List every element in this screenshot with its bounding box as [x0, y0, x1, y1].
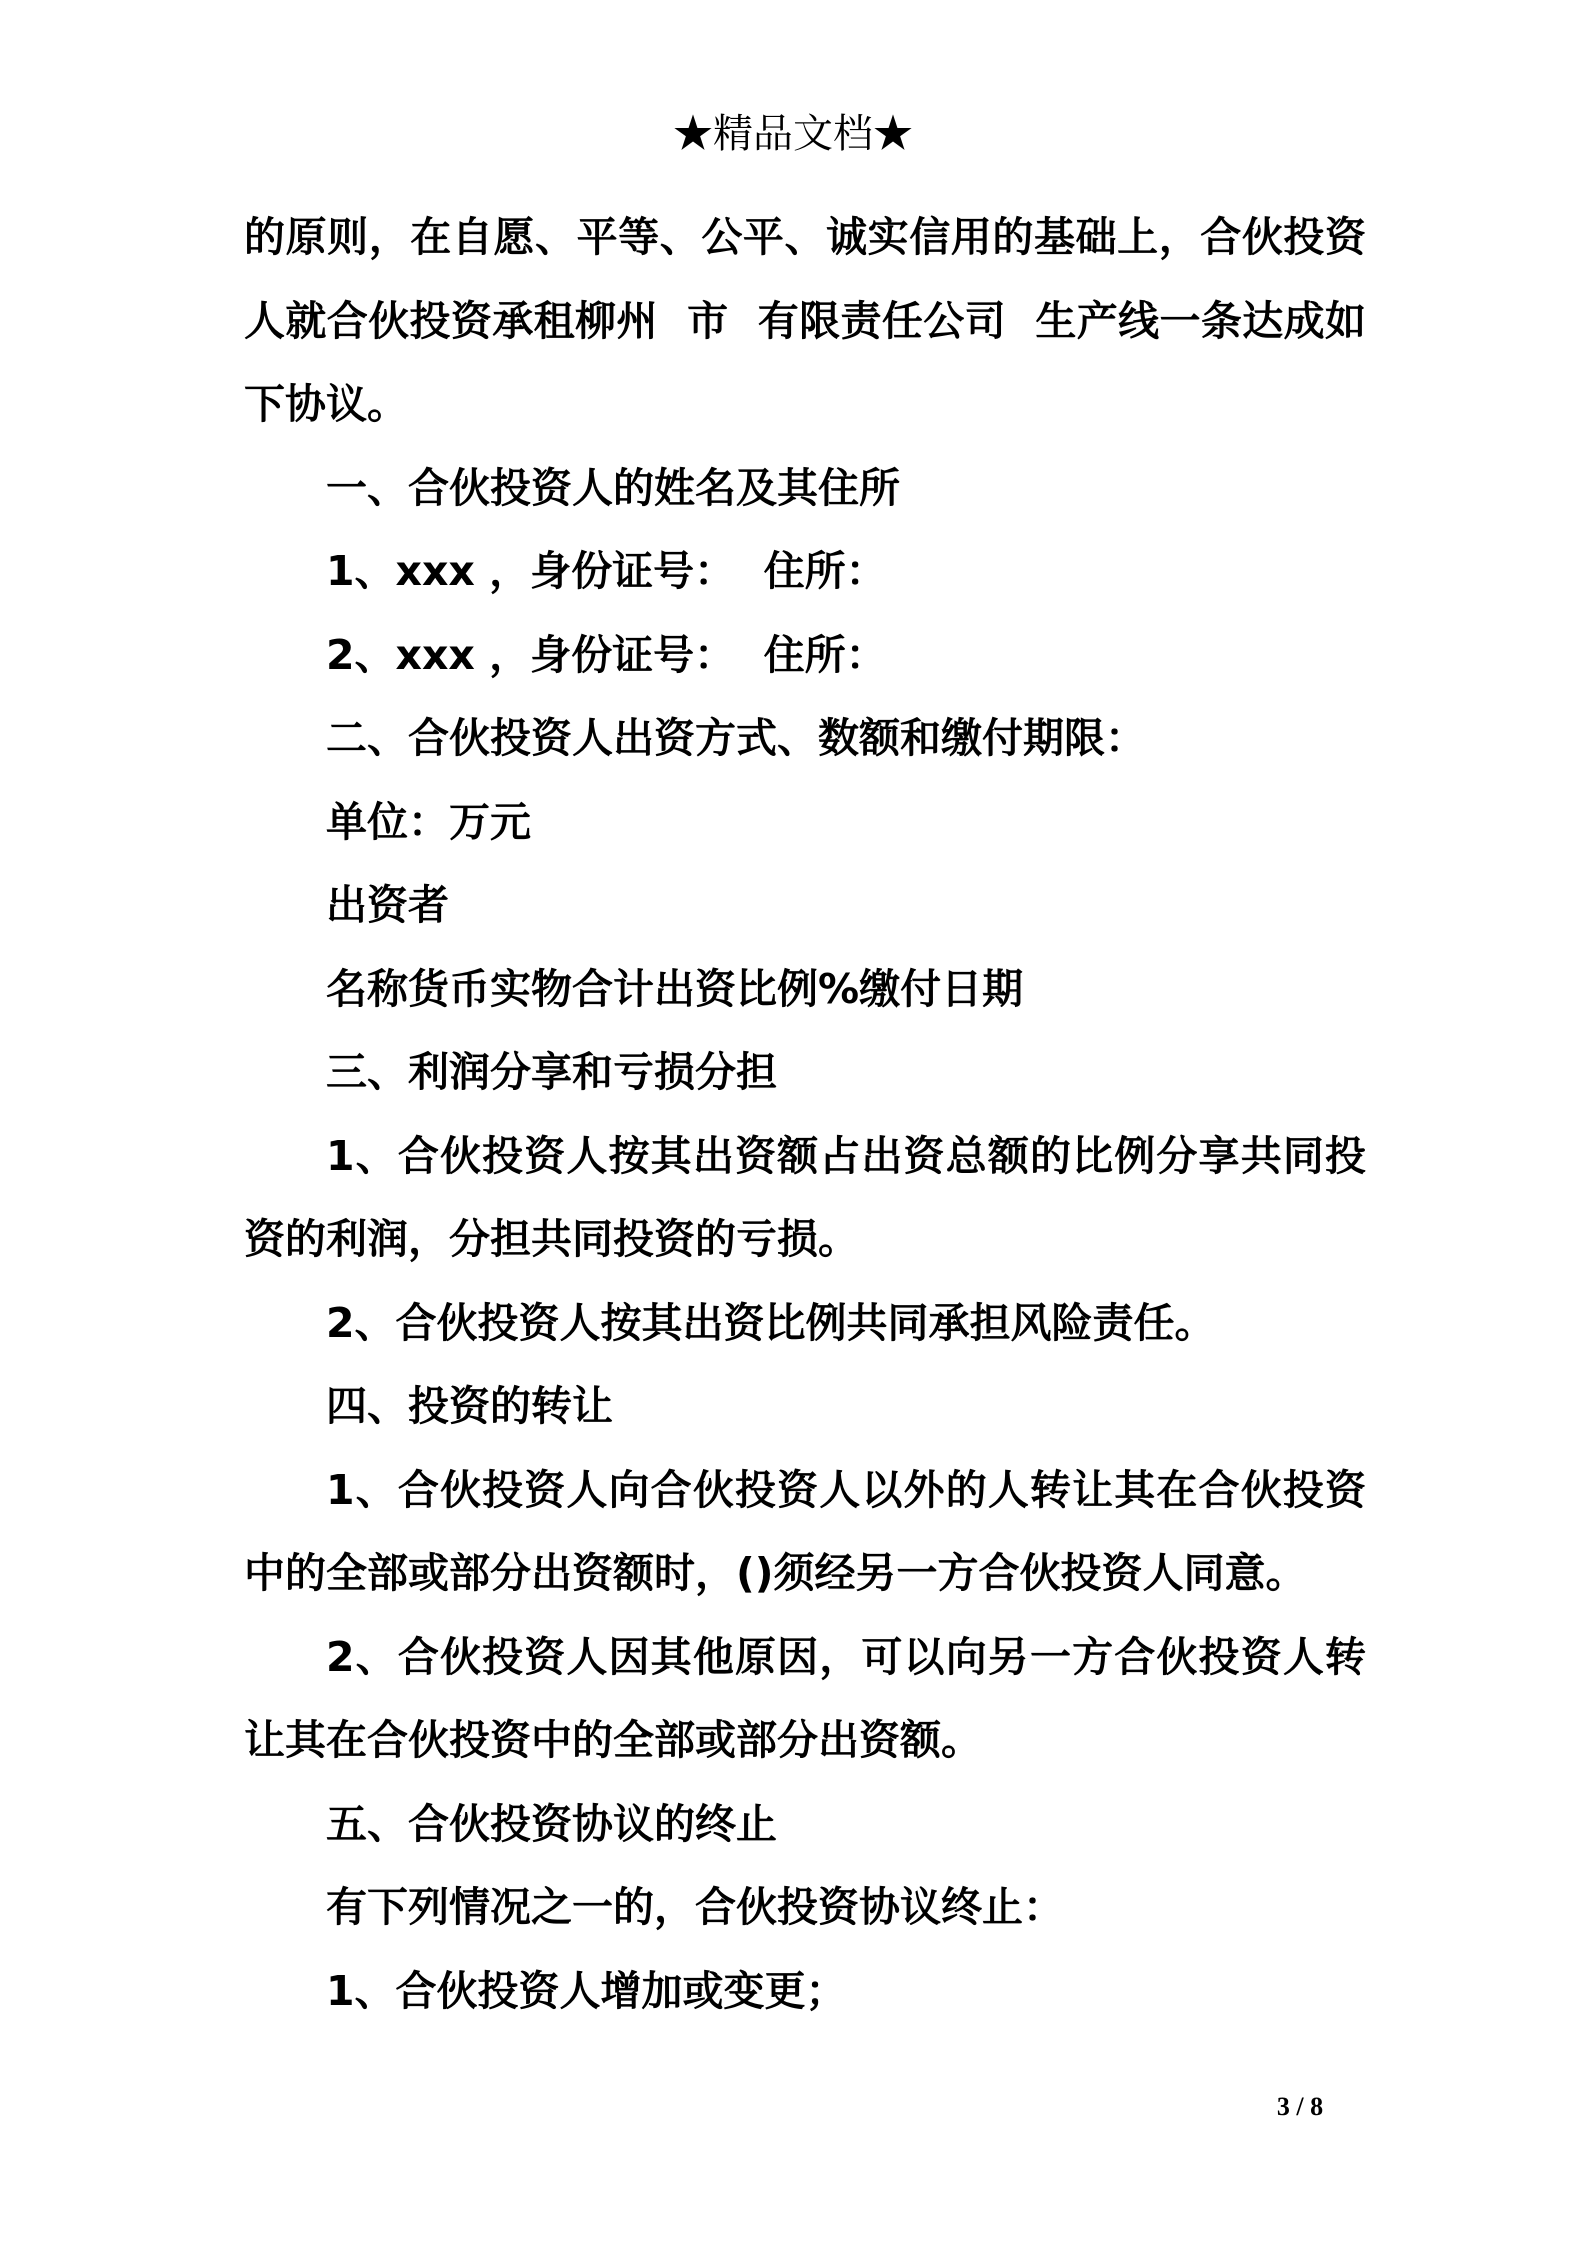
contribution-columns-line: 名称货币实物合计出资比例%缴付日期: [326, 964, 1024, 1013]
unit-line: 单位：万元: [326, 797, 531, 846]
termination-intro: 有下列情况之一的，合伙投资协议终止：: [326, 1883, 1064, 1931]
document-body: [244, 196, 1366, 2033]
profit-clause-2: 2、合伙投资人按其出资比例共同承担风险责任。: [326, 1298, 1216, 1347]
section-heading-2: 二、合伙投资人出资方式、数额和缴付期限：: [326, 714, 1146, 762]
section-heading-3: 三、利润分享和亏损分担: [326, 1048, 777, 1096]
page-number: 3 / 8: [1276, 2092, 1324, 2121]
section-heading-4: 四、投资的转让: [326, 1382, 613, 1430]
contributor-line: 出资者: [326, 881, 449, 929]
transfer-clause-2: 2、合伙投资人因其他原因，可以向另一方合伙投资人转让其在合伙投资中的全部或部分出资额。: [244, 1632, 1366, 1764]
section-heading-5: 五、合伙投资协议的终止: [326, 1799, 777, 1848]
section-heading-1: 一、合伙投资人的姓名及其住所: [326, 463, 900, 512]
partner-2-line: 2、xxx ，身份证号： 住所：: [326, 630, 887, 679]
transfer-clause-1: 1、合伙投资人向合伙投资人以外的人转让其在合伙投资中的全部或部分出资额时，()须经另一方合伙投资人同意。: [244, 1465, 1366, 1597]
paragraph-intro-continued: 的原则，在自愿、平等、公平、诚实信用的基础上，合伙投资人就合伙投资承租柳州 市 有限责任公司 生产线一条达成如下协议。: [244, 213, 1366, 428]
profit-clause-1: 1、合伙投资人按其出资额占出资总额的比例分享共同投资的利润，分担共同投资的亏损。: [244, 1131, 1366, 1263]
partner-1-line: 1、xxx ，身份证号： 住所：: [326, 547, 887, 595]
page-header-title: ★精品文档★: [673, 111, 913, 157]
termination-clause-1: 1、合伙投资人增加或变更；: [326, 1966, 847, 2015]
